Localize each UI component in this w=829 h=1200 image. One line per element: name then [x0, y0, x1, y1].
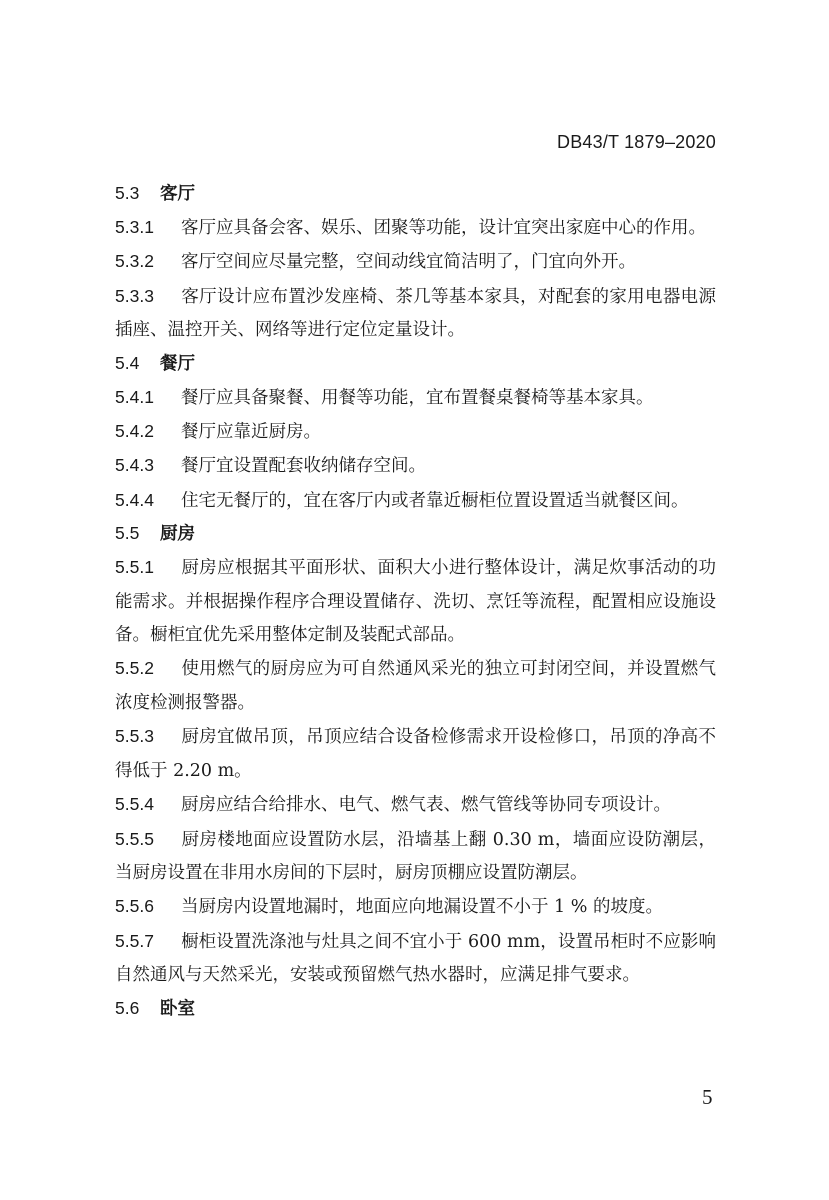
clause-text: 客厅设计应布置沙发座椅、茶几等基本家具，对配套的家用电器电源插座、温控开关、网络等进行定位定量设计。 — [115, 286, 716, 341]
clause-text: 住宅无餐厅的，宜在客厅内或者靠近橱柜位置设置适当就餐区间。 — [181, 490, 689, 511]
clause-text: 厨房楼地面应设置防水层，沿墙基上翻 0.30 m，墙面应设防潮层，当厨房设置在非用水房间的下层时，厨房顶棚应设置防潮层。 — [115, 829, 716, 883]
clause-text: 客厅应具备会客、娱乐、团聚等功能，设计宜突出家庭中心的作用。 — [181, 218, 706, 238]
clause-5-4-1 — [115, 381, 716, 415]
clause-number: 5.4.4 — [115, 489, 154, 510]
section-title: 卧室 — [160, 998, 195, 1019]
section-heading-5-6 — [115, 993, 716, 1026]
clause-5-5-5 — [115, 823, 716, 891]
section-number: 5.3 — [115, 183, 140, 203]
clause-5-5-1 — [115, 551, 716, 652]
clause-number: 5.4.1 — [115, 386, 154, 407]
clause-number: 5.3.3 — [115, 285, 154, 306]
clause-text: 餐厅宜设置配套收纳储存空间。 — [181, 456, 426, 477]
clause-text: 厨房宜做吊顶，吊顶应结合设备检修需求开设检修口，吊顶的净高不得低于 2.20 m。 — [115, 727, 716, 781]
clause-number: 5.5.5 — [115, 828, 154, 849]
section-heading-5-5 — [115, 518, 716, 551]
clause-text: 客厅空间应尽量完整，空间动线宜简洁明了，门宜向外开。 — [181, 252, 636, 273]
clause-text: 橱柜设置洗涤池与灶具之间不宜小于 600 mm，设置吊柜时不应影响自然通风与天然采光，安装或预留燃气热水器时，应满足排气要求。 — [115, 931, 716, 986]
section-number: 5.4 — [115, 352, 140, 373]
clause-number: 5.5.4 — [115, 794, 154, 815]
section-title: 餐厅 — [160, 353, 195, 374]
clause-number: 5.3.2 — [115, 251, 154, 272]
clause-5-5-7 — [115, 925, 716, 993]
clause-number: 5.5.2 — [115, 658, 154, 679]
clause-text: 当厨房内设置地漏时，地面应向地漏设置不小于 1 % 的坡度。 — [181, 897, 663, 918]
page-number: 5 — [702, 1085, 713, 1109]
clause-5-3-2 — [115, 245, 716, 279]
standard-code: DB43/T 1879–2020 — [557, 132, 716, 152]
clause-text: 厨房应结合给排水、电气、燃气表、燃气管线等协同专项设计。 — [181, 795, 671, 816]
section-title: 厨房 — [160, 524, 195, 545]
clause-5-5-3 — [115, 720, 716, 788]
document-body — [115, 178, 716, 1026]
clause-number: 5.5.1 — [115, 557, 154, 578]
clause-number: 5.4.2 — [115, 421, 154, 442]
clause-5-4-3 — [115, 449, 716, 483]
clause-5-5-6 — [115, 890, 716, 924]
clause-5-5-2 — [115, 652, 716, 720]
clause-text: 厨房应根据其平面形状、面积大小进行整体设计，满足炊事活动的功能需求。并根据操作程序合理设置储存、洗切、烹饪等流程，配置相应设施设备。橱柜宜优先采用整体定制及装配式部品。 — [115, 558, 716, 646]
clause-number: 5.4.3 — [115, 455, 154, 476]
clause-number: 5.5.6 — [115, 896, 154, 917]
clause-5-5-4 — [115, 788, 716, 822]
clause-number: 5.5.3 — [115, 726, 154, 747]
clause-5-4-4 — [115, 484, 716, 518]
section-heading-5-3 — [115, 178, 716, 211]
clause-number: 5.3.1 — [115, 217, 154, 237]
section-title: 客厅 — [160, 184, 195, 204]
clause-5-3-3 — [115, 280, 716, 348]
clause-text: 使用燃气的厨房应为可自然通风采光的独立可封闭空间，并设置燃气浓度检测报警器。 — [115, 659, 716, 713]
clause-number: 5.5.7 — [115, 930, 154, 951]
section-number: 5.6 — [115, 997, 140, 1018]
clause-5-4-2 — [115, 415, 716, 449]
clause-text: 餐厅应具备聚餐、用餐等功能，宜布置餐桌餐椅等基本家具。 — [181, 387, 654, 408]
section-number: 5.5 — [115, 523, 140, 544]
clause-5-3-1 — [115, 211, 716, 245]
section-heading-5-4 — [115, 348, 716, 381]
clause-text: 餐厅应靠近厨房。 — [181, 422, 321, 443]
